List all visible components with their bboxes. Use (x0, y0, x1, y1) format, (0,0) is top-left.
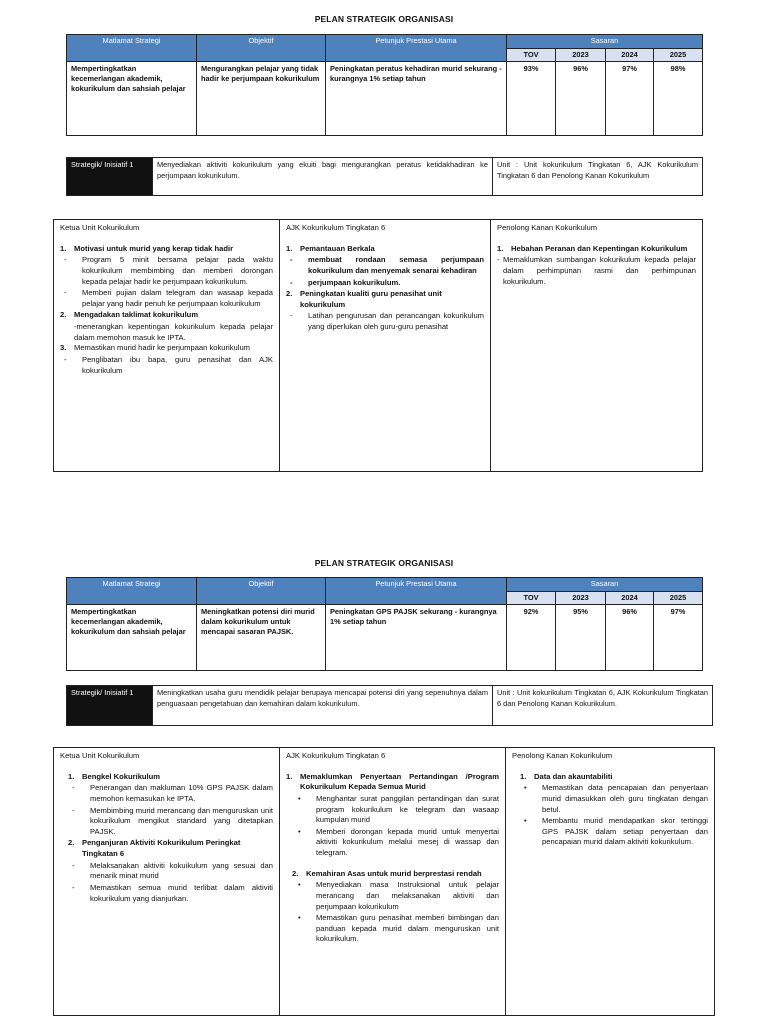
cell-matlamat: Mempertingkatkan kecemerlangan akademik, kokurikulum dan sahsiah pelajar (67, 61, 197, 135)
bullet-item: - Memastikan semua murid terlibat dalam aktiviti kokurikulum yang dianjurkan. (72, 882, 273, 903)
bullet-item: - Penglibatan ibu bapa, guru penasihat dan AJK kokurikulum (64, 354, 273, 375)
strategic-plan-table (66, 34, 703, 136)
section-item: 1. Motivasi untuk murid yang kerap tidak hadir (60, 243, 234, 253)
bullet-item: - Penerangan dan makluman 10% GPS PAJSK dalam memohon kemasukan ke IPTA. (72, 783, 273, 803)
bullet-text: Menyediakan masa Instruksional untuk pelajar merancang dan melaksanakan aktiviti dan perjumpaan kokurikulum (316, 880, 499, 911)
column-heading: Ketua Unit Kokurikulum (60, 223, 140, 232)
section-title: Bengkel Kokurikulum (82, 771, 161, 781)
bullet-item: - perjumpaan kokurikulum. (290, 277, 401, 287)
bullet-item: - Memberi pujian dalam telegram dan wasaap kepada pelajar yang hadir penuh ke perjumpaan kokurikulum (64, 288, 273, 308)
header-year: 2025 (654, 49, 703, 62)
initiative-text: Menyediakan aktiviti kokurikulum yang ekuiti bagi mengurangkan peratus ketidakhadiran ke perjumpaan kokurikulum. (153, 158, 493, 196)
column-heading: Penolong Kanan Kokurikulum (497, 223, 598, 232)
header-objektif: Objektif (197, 35, 326, 62)
header-petunjuk: Petunjuk Prestasi Utama (326, 578, 507, 605)
strategic-initiative-table (66, 157, 703, 196)
bullet-text: Memberi pujian dalam telegram dan wasaap kepada pelajar yang hadir penuh ke perjumpaan kokurikulum (82, 288, 273, 308)
bullet-text: Memastikan semua murid terlibat dalam aktiviti kokurikulum yang dianjurkan. (90, 882, 273, 903)
section-item: 1. Memaklumkan Penyertaan Pertandingan /Program Kokurikulum Kepada Semua Murid (286, 771, 499, 792)
bullet-item: • Menghantar surat panggilan pertandingan dan surat program kokurikulum ke telegram dan wasaap kumpulan murid (298, 793, 499, 825)
section-item: 2. Kemahiran Asas untuk murid berprestasi rendah (292, 868, 482, 878)
initiative-label: Strategik/ Inisiatif 1 (67, 158, 153, 196)
column-penolong-kanan (491, 220, 703, 472)
header-year: 2023 (556, 592, 606, 605)
bullet-item: - membuat rondaan semasa perjumpaan kokurikulum dan menyemak senarai kehadiran (290, 255, 484, 275)
section-item: 2. Penganjuran Aktiviti Kokurikulum Peringkat Tingkatan 6 (60, 838, 273, 859)
section-item: 1. Hebahan Peranan dan Kepentingan Kokurikulum (497, 243, 688, 253)
column-ajk (280, 220, 491, 472)
section-title: Motivasi untuk murid yang kerap tidak hadir (74, 243, 234, 253)
header-year: 2023 (556, 49, 606, 62)
cell-value: 98% (654, 61, 703, 135)
header-year: 2025 (654, 592, 703, 605)
section-title: Mengadakan taklimat kokurikulum (74, 310, 199, 320)
header-year: 2024 (606, 592, 654, 605)
section-item: 1. Bengkel Kokurikulum (68, 771, 161, 781)
detail-table (53, 747, 715, 1016)
section-title: Memaklumkan Penyertaan Pertandingan /Program Kokurikulum Kepada Semua Murid (300, 771, 499, 792)
bullet-text: membuat rondaan semasa perjumpaan kokurikulum dan menyemak senarai kehadiran (308, 255, 484, 275)
strategic-plan-table (66, 577, 703, 671)
section-title: Penganjuran Aktiviti Kokurikulum Peringkat Tingkatan 6 (82, 838, 241, 858)
bullet-text: Memberi dorongan kepada murid untuk menyertai aktiviti kokurikulum melalui mesej di wassap dan telegram. (316, 826, 499, 857)
header-year: 2024 (606, 49, 654, 62)
section-item: 1. Pemantauan Berkala (286, 243, 375, 253)
bullet-item: - Memaklumkan sumbangan kokurikulum kepada pelajar dalam perhimpunan rasmi dan perhimpunan kokurikulum. (497, 255, 696, 286)
bullet-text: Penglibatan ibu bapa, guru penasihat dan AJK kokurikulum (82, 354, 273, 375)
bullet-text: Melaksanakan aktiviti kokuikulum yang sesuai dan menarik minat murid (90, 860, 273, 881)
column-heading: Penolong Kanan Kokurikulum (512, 751, 613, 760)
header-sasaran: Sasaran (507, 578, 703, 592)
header-objektif: Objektif (197, 578, 326, 605)
bullet-item: • Memastikan guru penasihat memberi bimbingan dan panduan kepada murid dalam menguruskan unit kokurikulum. (298, 913, 499, 944)
bullet-item: • Memastikan data pencapaian dan penyertaan murid dimasukkan oleh guru tingkatan dengan betul. (524, 783, 708, 814)
cell-value: 92% (507, 604, 556, 670)
cell-value: 93% (507, 61, 556, 135)
initiative-text: Meningkatkan usaha guru mendidik pelajar berupaya mencapai potensi diri yang sepenuhnya dalam penguasaan pengetahuan dan kemahiran dalam kokurikulum. (153, 686, 493, 726)
section-title: Pemantauan Berkala (300, 243, 375, 253)
cell-petunjuk: Peningkatan peratus kehadiran murid sekurang - kurangnya 1% setiap tahun (326, 61, 507, 135)
bullet-item: - Program 5 minit bersama pelajar pada waktu kokurikulum membimbing dan memberi dorongan kepada pelajar hadir ke perjumpaan kokurikulum. (64, 255, 273, 286)
cell-value: 97% (654, 604, 703, 670)
initiative-unit: Unit : Unit kokurikulum Tingkatan 6, AJK Kokurikulum Tingkatan 6 dan Penolong Kanan Kokurikulum. (493, 686, 713, 726)
section-item: 2. Mengadakan taklimat kokurikulum (60, 310, 199, 320)
bullet-item: - Membimbing murid merancang dan menguruskan unit kokurikulum mengikut standard yang ditetapkan PAJSK. (72, 805, 273, 836)
bullet-text: Penerangan dan makluman 10% GPS PAJSK dalam memohon kemasukan ke IPTA. (90, 783, 273, 803)
header-sasaran: Sasaran (507, 35, 703, 49)
column-penolong-kanan (506, 748, 715, 1016)
column-heading: AJK Kokurikulum Tingkatan 6 (286, 751, 386, 760)
bullet-item: - Melaksanakan aktiviti kokuikulum yang sesuai dan menarik minat murid (72, 860, 273, 881)
section-title: Data dan akauntabiliti (534, 771, 613, 781)
bullet-text: Membantu murid mendapatkan skor tertinggi GPS PAJSK dalam setiap penyertaan dan pencapaian murid dalam aktiviti kokurikulum. (542, 816, 708, 847)
header-year: TOV (507, 49, 556, 62)
section-title: Hebahan Peranan dan Kepentingan Kokurikulum (511, 243, 688, 253)
column-ketua-unit (54, 220, 280, 472)
bullet-text: perjumpaan kokurikulum. (308, 277, 401, 287)
header-matlamat: Matlamat Strategi (67, 578, 197, 605)
initiative-unit: Unit : Unit kokurikulum Tingkatan 6, AJK Kokurikulum Tingkatan 6 dan Penolong Kanan Kokurikulum (493, 158, 703, 196)
bullet-text: Memastikan data pencapaian dan penyertaan murid dimasukkan oleh guru tingkatan dengan betul. (542, 783, 708, 814)
cell-value: 97% (606, 61, 654, 135)
section-item: 2. Peningkatan kualiti guru penasihat unit kokurikulum (286, 289, 484, 310)
cell-value: 96% (606, 604, 654, 670)
section-title: Kemahiran Asas untuk murid berprestasi rendah (306, 868, 482, 878)
section-item: 1. Data dan akauntabiliti (520, 771, 613, 781)
section-text: -menerangkan kepentingan kokurikulum kepada pelajar dalam memohon masuk ke IPTA. (74, 322, 273, 342)
bullet-item: • Menyediakan masa Instruksional untuk pelajar merancang dan melaksanakan aktiviti dan perjumpaan kokurikulum (298, 880, 499, 911)
cell-objektif: Mengurangkan pelajar yang tidak hadir ke perjumpaan kokurikulum (197, 61, 326, 135)
cell-value: 96% (556, 61, 606, 135)
column-ketua-unit (54, 748, 280, 1016)
bullet-text: Memastikan guru penasihat memberi bimbingan dan panduan kepada murid dalam menguruskan unit kokurikulum. (316, 913, 499, 944)
section-title: Peningkatan kualiti guru penasihat unit kokurikulum (300, 289, 442, 309)
cell-objektif: Meningkatkan potensi diri murid dalam kokurikulum untuk mencapai sasaran PAJSK. (197, 604, 326, 670)
bullet-text: Membimbing murid merancang dan menguruskan unit kokurikulum mengikut standard yang ditetapkan PAJSK. (90, 805, 273, 836)
cell-matlamat: Mempertingkatkan kecemerlangan akademik, kokurikulum dan sahsiah pelajar (67, 604, 197, 670)
cell-value: 95% (556, 604, 606, 670)
detail-table (53, 219, 703, 472)
column-ajk (280, 748, 506, 1016)
header-matlamat: Matlamat Strategi (67, 35, 197, 62)
bullet-item: - Latihan pengurusan dan perancangan kokurikulum yang diperlukan oleh guru-guru penasihat (290, 311, 484, 331)
page-title: PELAN STRATEGIK ORGANISASI (314, 558, 454, 568)
page-title: PELAN STRATEGIK ORGANISASI (314, 14, 454, 24)
bullet-text: Latihan pengurusan dan perancangan kokurikulum yang diperlukan oleh guru-guru penasihat (308, 311, 484, 331)
bullet-item: • Memberi dorongan kepada murid untuk menyertai aktiviti kokurikulum melalui mesej di wassap dan telegram. (298, 826, 499, 857)
header-petunjuk: Petunjuk Prestasi Utama (326, 35, 507, 62)
section-item: 3. Memastikan murid hadir ke perjumpaan kokurikulum (60, 343, 250, 353)
bullet-item: • Membantu murid mendapatkan skor tertinggi GPS PAJSK dalam setiap penyertaan dan pencapaian murid dalam aktiviti kokurikulum. (524, 816, 708, 847)
strategic-initiative-table (66, 685, 713, 726)
section-title: Memastikan murid hadir ke perjumpaan kokurikulum (74, 343, 250, 353)
cell-petunjuk: Peningkatan GPS PAJSK sekurang - kurangnya 1% setiap tahun (326, 604, 507, 670)
bullet-text: Menghantar surat panggilan pertandingan dan surat program kokurikulum ke telegram dan wasaap kumpulan murid (316, 793, 499, 825)
column-heading: Ketua Unit Kokurikulum (60, 751, 140, 760)
bullet-text: Memaklumkan sumbangan kokurikulum kepada pelajar dalam perhimpunan rasmi dan perhimpunan kokurikulum. (503, 255, 696, 286)
initiative-label: Strategik/ Inisiatif 1 (67, 686, 153, 726)
column-heading: AJK Kokurikulum Tingkatan 6 (286, 223, 386, 232)
header-year: TOV (507, 592, 556, 605)
bullet-text: Program 5 minit bersama pelajar pada waktu kokurikulum membimbing dan memberi dorongan kepada pelajar hadir ke perjumpaan kokurikulum. (82, 255, 273, 286)
